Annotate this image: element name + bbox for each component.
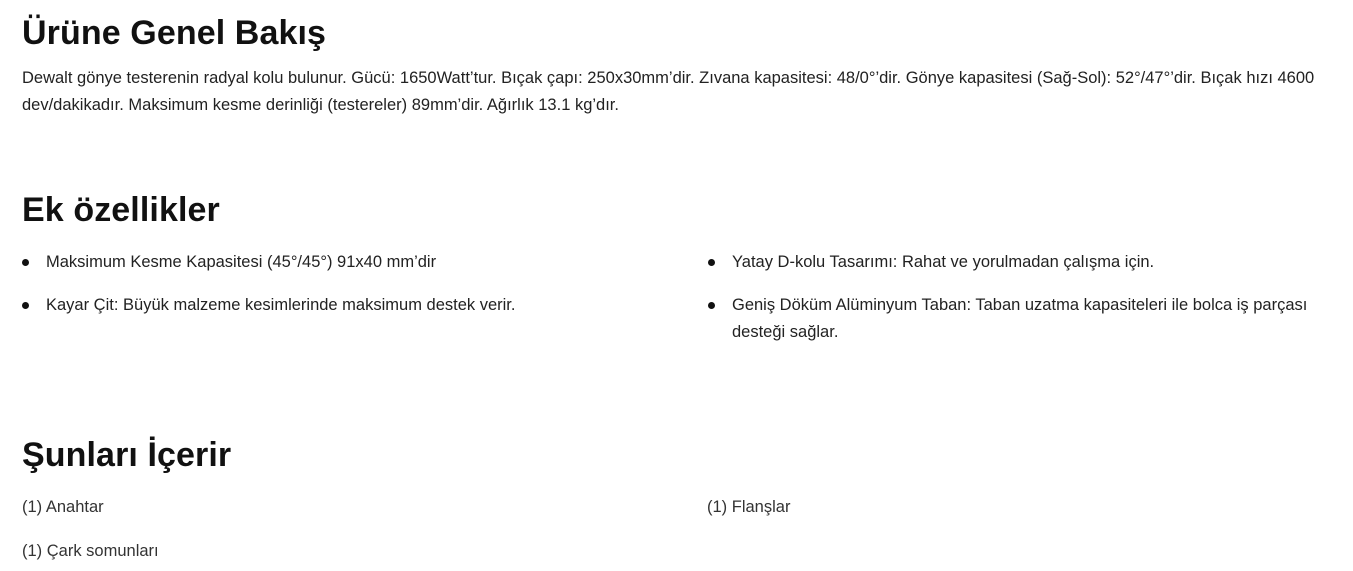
bullet-icon (22, 302, 29, 309)
bullet-icon (22, 259, 29, 266)
list-item (708, 292, 1353, 346)
features-title: Ek özellikler (22, 191, 220, 229)
list-item: (1) Çark somunları (22, 542, 159, 560)
list-item: (1) Anahtar (22, 498, 104, 516)
list-item (708, 249, 1353, 276)
feature-label: Geniş Döküm Alüminyum Taban: Taban uzatma kapasiteleri ile bolca iş parçası desteği sağlar. (732, 296, 1308, 341)
bullet-icon (708, 302, 715, 309)
feature-label: Maksimum Kesme Kapasitesi (45°/45°) 91x40 mm’dir (46, 253, 437, 271)
overview-title: Ürüne Genel Bakış (22, 14, 327, 52)
bullet-icon (708, 259, 715, 266)
feature-label: Yatay D-kolu Tasarımı: Rahat ve yorulmadan çalışma için. (732, 253, 1155, 271)
feature-label: Kayar Çit: Büyük malzeme kesimlerinde maksimum destek verir. (46, 296, 516, 314)
contents-title: Şunları İçerir (22, 436, 232, 474)
overview-text: Dewalt gönye testerenin radyal kolu bulunur. Gücü: 1650Watt’tur. Bıçak çapı: 250x30mm’dir. Zıvana kapasitesi: 48/0°’dir. Gönye kapasitesi (Sağ-Sol): 52°/47°’dir. Bıçak hızı 4600 dev/dakikadır. Maksimum kesme derinliği (testereler) 89mm’dir. Ağırlık 13.1 kg’dır. (22, 69, 1315, 114)
list-item: (1) Flanşlar (707, 498, 791, 516)
list-item (22, 249, 682, 276)
list-item (22, 292, 682, 319)
